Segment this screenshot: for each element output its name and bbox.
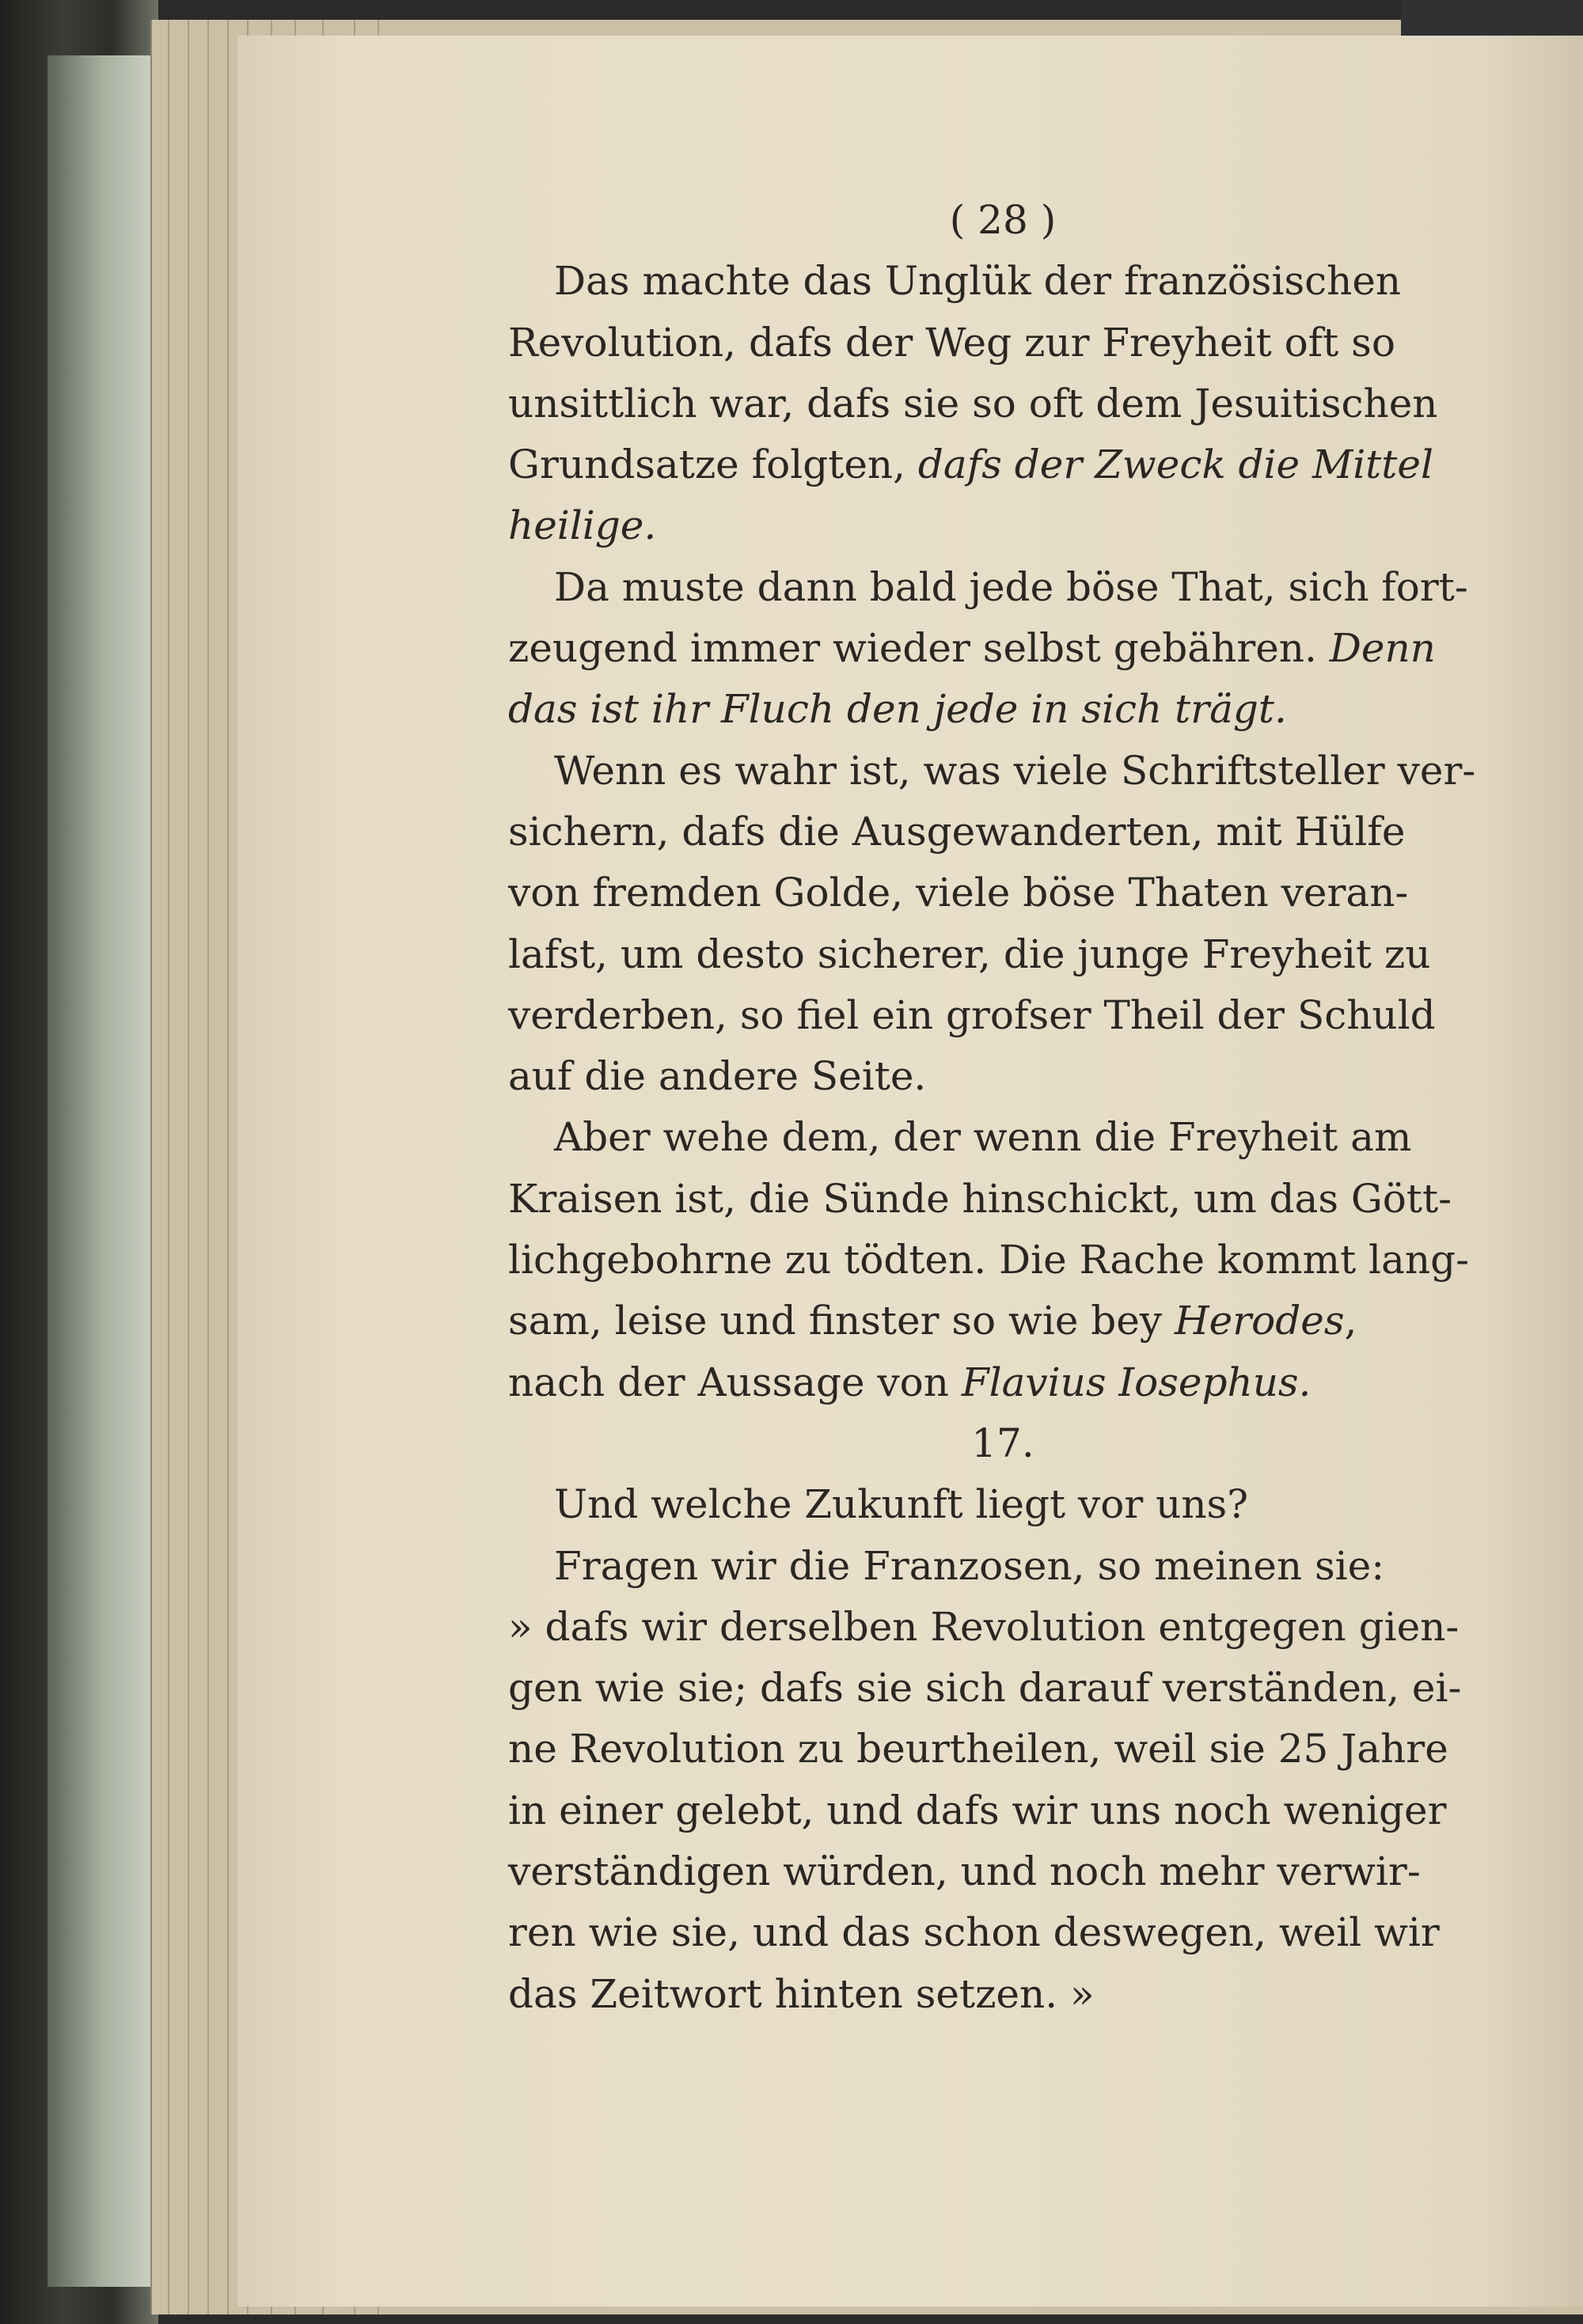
paragraph-2 <box>508 557 1498 741</box>
paragraph-4 <box>508 1107 1498 1412</box>
italic-run: Flavius Iosephus. <box>961 1359 1312 1405</box>
italic-run: das ist ihr Fluch den jede in sich trägt. <box>508 686 1287 733</box>
text-line: ne Revolution zu beurtheilen, weil sie 25 Jahre <box>508 1726 1448 1772</box>
text-line <box>508 1352 1498 1413</box>
text-run: zeugend immer wieder selbst gebähren. <box>508 625 1330 672</box>
text-line <box>508 1291 1498 1352</box>
text-line: Wenn es wahr ist, was viele Schriftsteller ver- <box>554 747 1476 794</box>
question-line <box>508 1474 1498 1535</box>
text-line <box>508 495 1498 556</box>
text-line <box>508 434 1498 495</box>
text-line: Revolution, dafs der Weg zur Freyheit oft so <box>508 319 1395 366</box>
text-run: , <box>1344 1298 1357 1344</box>
text-run: Grundsatze folgten, <box>508 442 918 488</box>
text-line: » dafs wir derselben Revolution entgegen gien- <box>508 1603 1460 1650</box>
page-number: ( 28 ) <box>949 197 1057 243</box>
text-line: Fragen wir die Franzosen, so meinen sie: <box>554 1542 1385 1589</box>
italic-run: dafs der Zweck die Mittel <box>917 442 1433 488</box>
text-line: Kraisen ist, die Sünde hinschickt, um das Gött- <box>508 1175 1452 1222</box>
text-line: das Zeitwort hinten setzen. » <box>508 1970 1095 2017</box>
section-number: 17. <box>971 1420 1034 1466</box>
text-line: Und welche Zukunft liegt vor uns? <box>554 1481 1249 1528</box>
text-line: verderben, so fiel ein grofser Theil der Schuld <box>508 991 1436 1038</box>
text-line: verständigen würden, und noch mehr verwir- <box>508 1848 1421 1895</box>
text-line: auf die andere Seite. <box>508 1053 927 1100</box>
text-line: unsittlich war, dafs sie so oft dem Jesuitischen <box>508 380 1438 427</box>
text-line <box>508 679 1498 740</box>
text-line: Aber wehe dem, der wenn die Freyheit am <box>554 1114 1412 1161</box>
text-run: nach der Aussage von <box>508 1359 962 1405</box>
italic-run: Herodes <box>1175 1298 1345 1344</box>
italic-run: heilige. <box>508 502 657 549</box>
text-run: sam, leise und finster so wie bey <box>508 1298 1175 1344</box>
italic-run: Denn <box>1329 625 1436 672</box>
text-line <box>508 618 1498 679</box>
text-line: Das machte das Unglük der französischen <box>554 258 1402 305</box>
text-line: gen wie sie; dafs sie sich darauf verständen, ei- <box>508 1665 1462 1712</box>
text-line: in einer gelebt, und dafs wir uns noch weniger <box>508 1787 1447 1833</box>
text-line: sichern, dafs die Ausgewanderten, mit Hülfe <box>508 808 1406 855</box>
text-line: Da muste dann bald jede böse That, sich fort- <box>554 563 1468 610</box>
book-cover-edge <box>47 55 158 2287</box>
page-text <box>508 190 1498 2025</box>
paragraph-1 <box>508 251 1498 556</box>
paragraph-3 <box>508 741 1498 1108</box>
text-line: lichgebohrne zu tödten. Die Rache kommt lang- <box>508 1237 1469 1283</box>
text-line: von fremden Golde, viele böse Thaten veran- <box>508 870 1409 916</box>
text-line: lafst, um desto sicherer, die junge Freyheit zu <box>508 931 1431 977</box>
text-line: ren wie sie, und das schon deswegen, weil wir <box>508 1909 1440 1956</box>
paragraph-5 <box>508 1536 1498 2025</box>
background-corner <box>1401 0 1583 36</box>
